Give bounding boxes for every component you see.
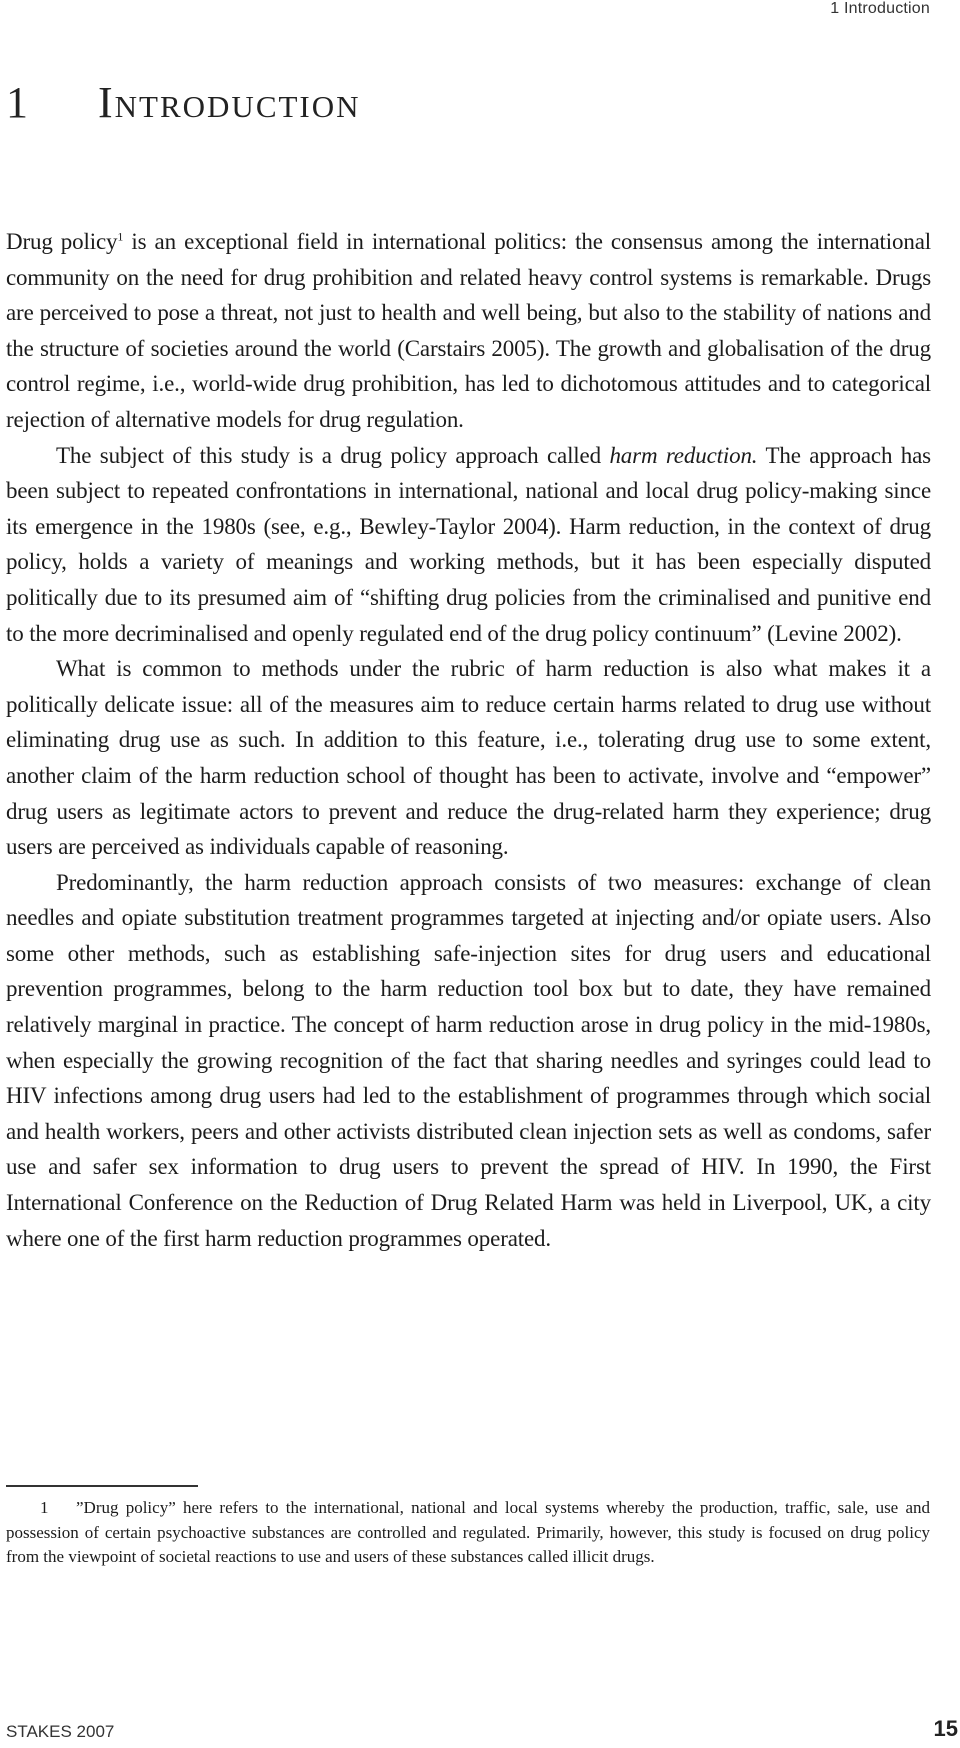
paragraph-4: Predominantly, the harm reduction approach consists of two measures: exchange of clean needles and opiate substitution treatment programmes targeted at injecting and/or opiate users. Also some other methods, such as establishing safe-injection sites for drug users and educational prevention programmes, belong to the harm reduction tool box but to date, they have remained relatively marginal in practice. The concept of harm reduction arose in drug policy in the mid-1980s, when especially the growing recognition of the fact that sharing needles and syringes could lead to HIV infections among drug users had led to the establishment of programmes through which social and health workers, peers and other activists distributed clean injection sets as well as condoms, safer use and safer sex information to drug users to prevent the spread of HIV. In 1990, the First International Conference on the Reduction of Drug Related Harm was held in Liverpool, UK, a city where one of the first harm reduction programmes operated. — [6, 869, 931, 1251]
paragraph-3: What is common to methods under the rubric of harm reduction is also what makes it a politically delicate issue: all of the measures aim to reduce certain harms related to drug use without eliminating drug use as such. In addition to this feature, i.e., tolerating drug use to some extent, another claim of the harm reduction school of thought has been to activate, involve and “empower” drug users as legitimate actors to prevent and reduce the drug-related harm they experience; drug users are perceived as individuals capable of reasoning. — [6, 656, 931, 860]
paragraph-2 — [6, 438, 931, 652]
running-head: 1 Introduction — [830, 0, 930, 17]
paragraph-2-text: The approach has been subject to repeated confrontations in international, national and local drug policy-making since its emergence in the 1980s (see, e.g., Bewley-Taylor 2004). Harm reduction, in the context of drug policy, holds a variety of meanings and working methods, but it has been especially disputed politically due to its presumed aim of “shifting drug policies from the criminalised and punitive end to the more decriminalised and openly regulated end of the drug policy continuum” (Levine 2002). — [6, 442, 931, 646]
paragraph-1-lead: Drug policy — [6, 229, 118, 254]
footnote — [6, 1496, 930, 1570]
paragraph-1 — [6, 224, 931, 438]
footnote-marker: 1 — [117, 229, 124, 244]
body-text — [6, 224, 931, 1256]
emphasis-harm-reduction: harm reduction. — [609, 442, 758, 468]
chapter-title: Introduction — [98, 78, 361, 127]
footnote-divider — [6, 1485, 198, 1487]
footnote-text: ”Drug policy” here refers to the international, national and local systems whereby the production, traffic, sale, use and possession of certain psychoactive substances are controlled and regulated. Primarily, however, this study is focused on drug policy from the viewpoint of societal reactions to use and users of these substances called illicit drugs. — [6, 1498, 930, 1566]
footer-publisher: STAKES 2007 — [6, 1722, 115, 1741]
footnote-number: 1 — [40, 1498, 49, 1517]
paragraph-2-lead: The subject of this study is a drug policy approach called — [56, 442, 610, 468]
chapter-heading — [6, 76, 361, 130]
chapter-number: 1 — [6, 78, 28, 127]
page-number: 15 — [933, 1716, 958, 1741]
paragraph-1-text: is an exceptional field in international politics: the consensus among the international community on the need for drug prohibition and related heavy control systems is remarkable. Drugs are perceived to pose a threat, not just to health and well being, but also to the stability of nations and the structure of societies around the world (Carstairs 2005). The growth and globalisation of the drug control regime, i.e., world-wide drug prohibition, has led to dichotomous attitudes and to categorical rejection of alternative models for drug regulation. — [6, 229, 931, 432]
